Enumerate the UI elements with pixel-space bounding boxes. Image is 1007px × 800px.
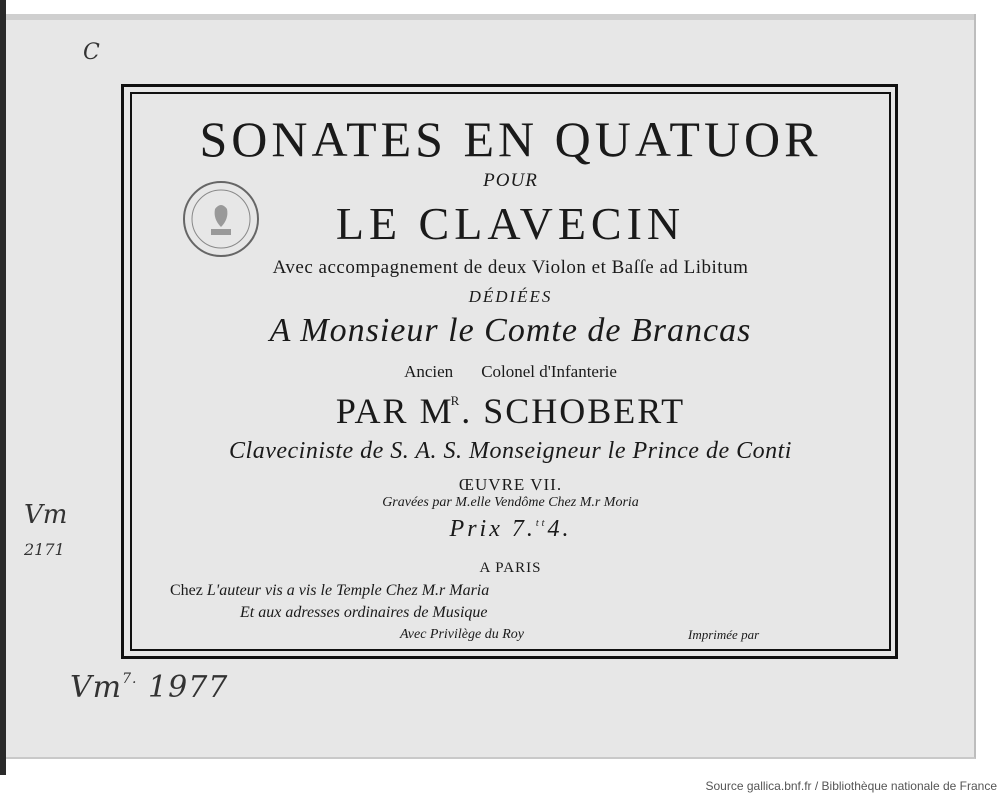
source-credit: Source gallica.bnf.fr / Bibliothèque nationale de France: [705, 779, 997, 793]
shelf-annotation: Vm: [24, 500, 68, 530]
title-instrument: LE CLAVECIN: [335, 198, 686, 249]
composer-role: Claveciniste de S. A. S. Monseigneur le Prince de Conti: [229, 438, 792, 464]
dedicatee-title: Ancien Colonel d'Infanterie: [404, 362, 617, 381]
price-line: Prix 7.$^{tt}$4.: [449, 516, 572, 542]
accompaniment-line: Avec accompagnement de deux Violon et Baſſe ad Libitum: [272, 257, 749, 278]
engraver-line: Gravées par M.elle Vendôme Chez M.r Moria: [382, 495, 639, 510]
shelf-number-annotation: 2171: [24, 540, 65, 559]
composer-line: PAR $M^R$. SCHOBERT: [335, 391, 686, 431]
publisher-line: Chez L'auteur vis a vis le Temple Chez M.r Maria: [170, 582, 490, 599]
title-heading: SONATES EN QUATUOR: [199, 111, 822, 167]
opus-number: ŒUVRE VII.: [458, 475, 563, 494]
title-pour: POUR: [483, 170, 538, 191]
dedicatee: A Monsieur le Comte de Brancas: [269, 312, 752, 349]
city-line: A PARIS: [479, 560, 542, 576]
corner-annotation: C: [83, 40, 100, 65]
addresses-line: Et aux adresses ordinaires de Musique: [240, 604, 488, 621]
privilege-line: Avec Privilège du Roy: [400, 627, 524, 642]
dedication-label: DÉDIÉES: [468, 287, 553, 306]
shelfmark-annotation: $Vm^{7.}$ 1977: [70, 670, 229, 705]
printer-line: Imprimée par: [688, 627, 760, 642]
page-top-shade: [6, 14, 974, 20]
